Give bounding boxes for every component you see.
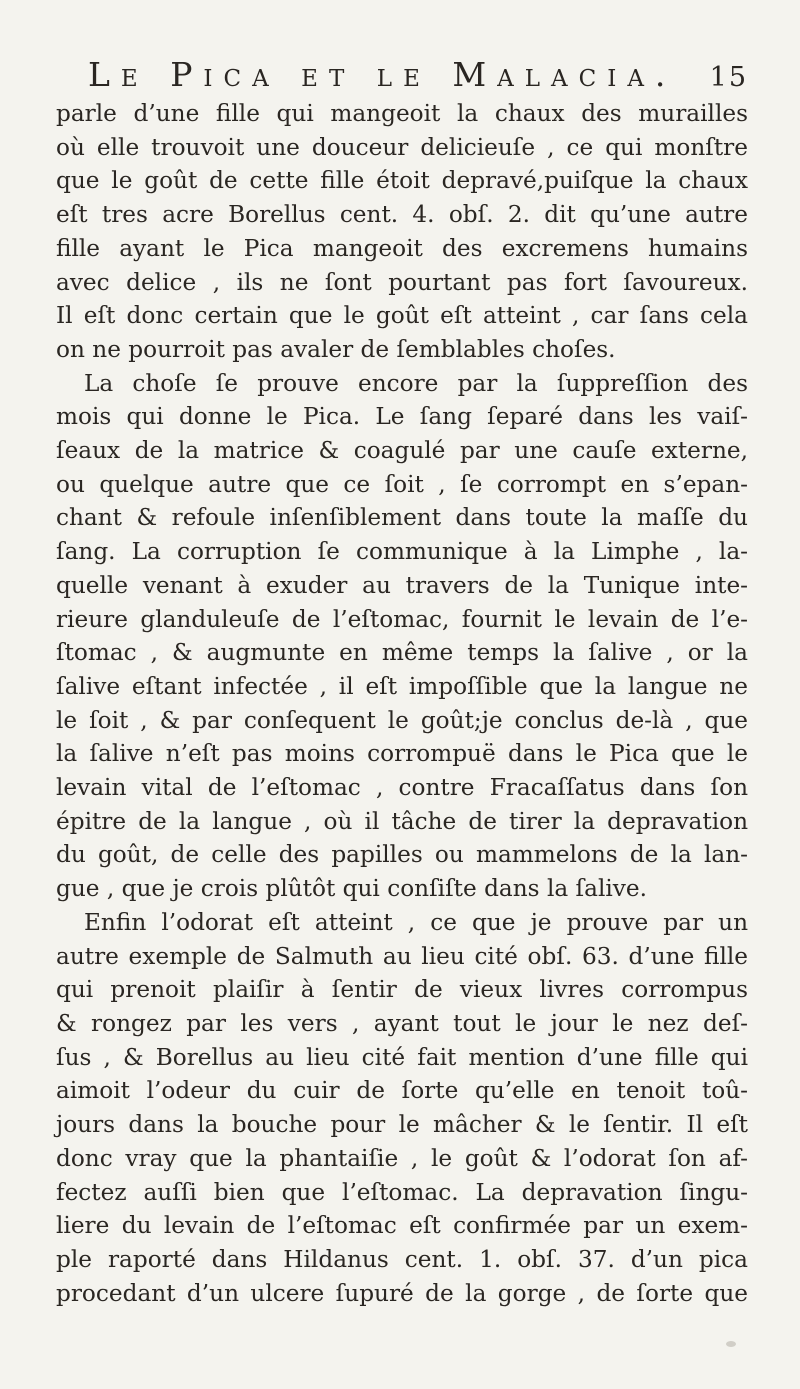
text-line: ſtomac , & augmunte en même temps la ſalive , or la (56, 639, 748, 667)
text-line: ſalive eſtant infectée , il eſt impoſſible que la langue ne (56, 672, 748, 700)
text-line: ple raporté dans Hildanus cent. 1. obſ. 37. d’un pica (56, 1245, 748, 1273)
text-line: le ſoit , & par conſequent le goût;je conclus de-là , que (56, 706, 748, 734)
text-line: mois qui donne le Pica. Le ſang ſeparé dans les vaiſ- (56, 403, 748, 431)
text-line: La choſe ſe prouve encore par la ſuppreſſion des (84, 369, 748, 397)
text-line: épitre de la langue , où il tâche de tirer la depravation (56, 807, 748, 835)
running-head-title: Le Pica et le Malacia. (88, 55, 677, 94)
text-line: ſus , & Borellus au lieu cité fait mention d’une fille qui (56, 1043, 748, 1071)
text-line: parle d’une fille qui mangeoit la chaux des murailles (56, 100, 748, 127)
page-number: 15 (709, 62, 748, 93)
text-line: & rongez par les vers , ayant tout le jour le nez deſ- (56, 1009, 748, 1037)
text-line: quelle venant à exuder au travers de la Tunique inte- (56, 571, 748, 599)
text-line: que le goût de cette fille étoit depravé,puiſque la chaux (56, 167, 748, 195)
text-line: fectez auſſi bien que l’eſtomac. La depravation ſingu- (56, 1178, 748, 1206)
text-line: ſang. La corruption ſe communique à la Limphe , la- (56, 538, 748, 566)
text-line: liere du levain de l’eſtomac eſt confirmée par un exem- (56, 1212, 748, 1240)
text-line: où elle trouvoit une douceur delicieuſe , ce qui monſtre (56, 133, 748, 161)
text-line: avec delice , ils ne ſont pourtant pas fort ſavoureux. (56, 268, 748, 296)
text-line: la ſalive n’eſt pas moins corrompuë dans le Pica que le (56, 740, 748, 768)
text-line: Enfin l’odorat eſt atteint , ce que je prouve par un (84, 908, 748, 936)
text-line: Il eſt donc certain que le goût eſt atteint , car ſans cela (56, 302, 748, 330)
text-line: ou quelque autre que ce ſoit , ſe corrompt en s’epan- (56, 470, 748, 498)
text-line: ſeaux de la matrice & coagulé par une cauſe externe, (56, 437, 748, 465)
text-line: chant & refoule inſenſiblement dans toute la maſſe du (56, 504, 748, 532)
body-text (56, 97, 748, 1310)
text-line: rieure glanduleuſe de l’eſtomac, fournit le levain de l’e- (56, 605, 748, 633)
running-head (88, 55, 748, 95)
text-line: eſt tres acre Borellus cent. 4. obſ. 2. dit qu’une autre (56, 201, 748, 229)
text-line: du goût, de celle des papilles ou mammelons de la lan- (56, 841, 748, 869)
text-line: on ne pourroit pas avaler de ſemblables choſes. (56, 335, 616, 363)
text-line: jours dans la bouche pour le mâcher & le ſentir. Il eſt (56, 1111, 748, 1139)
text-line: gue , que je crois plûtôt qui conſiſte dans la ſalive. (56, 875, 647, 903)
text-line: fille ayant le Pica mangeoit des excremens humains (56, 234, 748, 262)
text-line: levain vital de l’eſtomac , contre Fracaſſatus dans ſon (56, 774, 748, 802)
text-line: autre exemple de Salmuth au lieu cité obſ. 63. d’une fille (56, 942, 748, 970)
text-line: qui prenoit plaiſir à ſentir de vieux livres corrompus (56, 976, 748, 1004)
text-line: donc vray que la phantaiſie , le goût & l’odorat ſon af- (56, 1144, 748, 1172)
text-line: aimoit l’odeur du cuir de ſorte qu’elle en tenoit toû- (56, 1077, 748, 1105)
text-line: procedant d’un ulcere ſupuré de la gorge , de ſorte que (56, 1279, 748, 1307)
paper-stain (726, 1341, 736, 1347)
